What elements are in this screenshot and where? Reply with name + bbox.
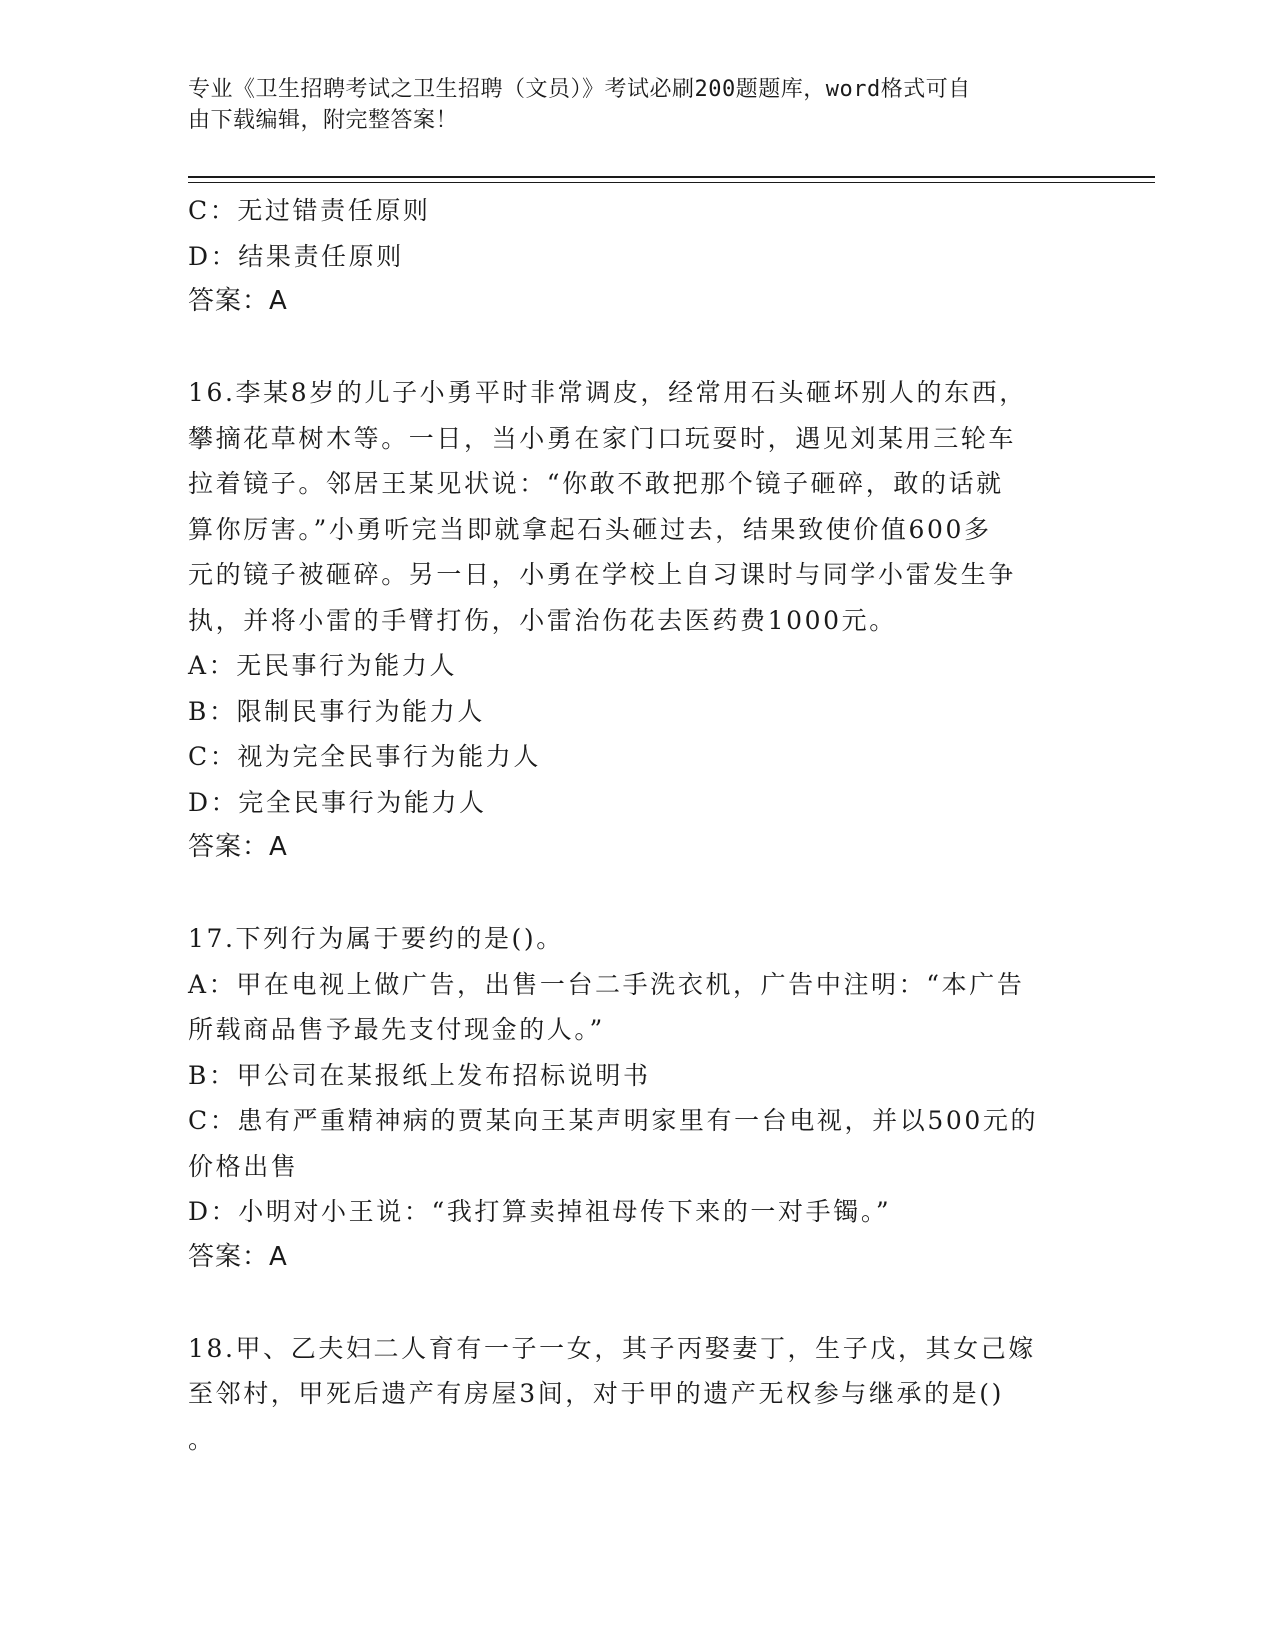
option-b: B：限制民事行为能力人: [188, 696, 485, 726]
option-d: D：小明对小王说：“我打算卖掉祖母传下来的一对手镯。”: [188, 1197, 892, 1226]
option-a: A：甲在电视上做广告，出售一台二手洗衣机，广告中注明：“本广告: [188, 969, 1025, 999]
option-c: C：无过错责任原则: [188, 196, 431, 225]
option-c: C：患有严重精神病的贾某向王某声明家里有一台电视，并以500元的: [188, 1106, 1039, 1135]
spacer: [188, 1280, 1088, 1326]
header-divider-thick: [188, 176, 1155, 178]
option-c: C：视为完全民事行为能力人: [188, 742, 541, 771]
answer-label: 答案：A: [188, 286, 288, 316]
answer-label: 答案：A: [188, 832, 288, 862]
question-stem-line: 攀摘花草树木等。一日，当小勇在家门口玩耍时，遇见刘某用三轮车: [188, 423, 1017, 453]
question-stem-line: 执，并将小雷的手臂打伤，小雷治伤花去医药费1000元。: [188, 605, 897, 635]
option-d: D：完全民事行为能力人: [188, 787, 487, 817]
question-stem-line: 。: [188, 1424, 216, 1454]
option-c-continued: 价格出售: [188, 1151, 299, 1181]
question-stem-line: 至邻村，甲死后遗产有房屋3间，对于甲的遗产无权参与继承的是(): [188, 1379, 1005, 1408]
question-list: [188, 188, 1088, 1462]
question-stem-line: 元的镜子被砸碎。另一日，小勇在学校上自习课时与同学小雷发生争: [188, 560, 1017, 589]
option-a-continued: 所载商品售予最先支付现金的人。”: [188, 1015, 605, 1044]
question-17: [188, 916, 1088, 1280]
option-b: B：甲公司在某报纸上发布招标说明书: [188, 1060, 651, 1090]
option-d: D：结果责任原则: [188, 241, 404, 271]
question-stem: 17.下列行为属于要约的是()。: [188, 924, 564, 953]
question-stem-line: 拉着镜子。邻居王某见状说：“你敢不敢把那个镜子砸碎，敢的话就: [188, 469, 1004, 498]
spacer: [188, 871, 1088, 917]
option-a: A：无民事行为能力人: [188, 651, 458, 680]
question-18: [188, 1326, 1088, 1463]
question-stem-line: 16.李某8岁的儿子小勇平时非常调皮，经常用石头砸坏别人的东西，: [188, 378, 1027, 407]
question-stem-line: 算你厉害。”小勇听完当即就拿起石头砸过去，结果致使价值600多: [188, 514, 992, 544]
question-16: [188, 370, 1088, 871]
header-divider-thin: [188, 182, 1155, 183]
answer-label: 答案：A: [188, 1241, 288, 1272]
header-line: 专业《卫生招聘考试之卫生招聘（文员）》考试必刷200题题库，word格式可自: [188, 77, 971, 102]
question-stem-line: 18.甲、乙夫妇二人育有一子一女，其子丙娶妻丁，生子戊，其女己嫁: [188, 1333, 1036, 1363]
question-15-tail: [188, 188, 1088, 325]
spacer: [188, 325, 1088, 371]
page-header: [188, 74, 1068, 136]
header-line: 由下载编辑，附完整答案！: [188, 108, 459, 133]
